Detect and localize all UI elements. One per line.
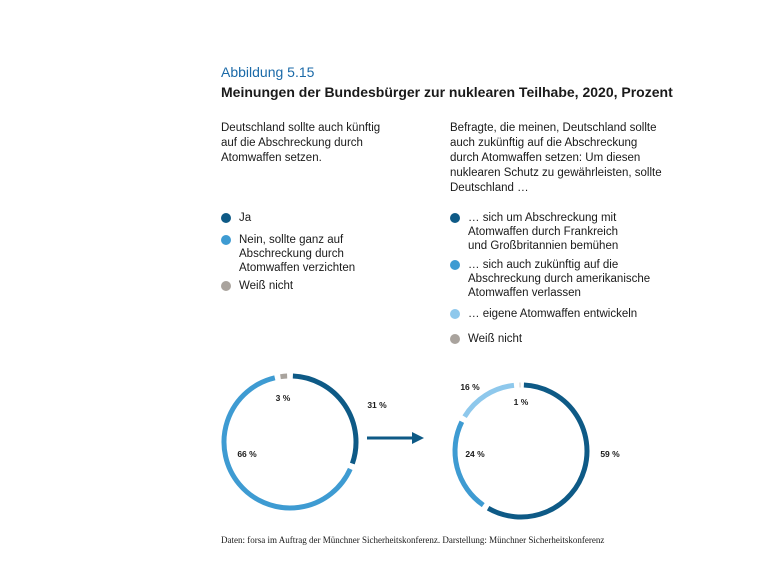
- legend-label: … eigene Atomwaffen entwickeln: [468, 308, 638, 320]
- legend-label: Weiß nicht: [239, 280, 294, 292]
- source-note: Daten: forsa im Auftrag der Münchner Sicherheitskonferenz. Darstellung: Münchner Sicherheitskonferenz: [221, 535, 605, 545]
- legend-label: Nein, sollte ganz auf Abschreckung durch Atomwaffen verzichten: [239, 234, 356, 274]
- donut-value-label: 59 %: [600, 449, 620, 459]
- donut-value-label: 66 %: [237, 449, 257, 459]
- right-intro-line: Befragte, die meinen, Deutschland sollte: [450, 122, 657, 134]
- legend-label: … sich auch zukünftig auf die Abschreckung durch amerikanische Atomwaffen verlassen: [468, 259, 651, 299]
- legend-label: Ja: [239, 212, 252, 224]
- right-intro-line: auch zukünftig auf die Abschreckung: [450, 137, 638, 149]
- left-intro-line: auf die Abschreckung durch: [221, 137, 363, 149]
- donut-chart-left: [224, 376, 387, 508]
- donut-value-label: 31 %: [367, 400, 387, 410]
- right-intro-line: durch Atomwaffen setzen: Um diesen: [450, 152, 641, 164]
- left-intro-line: Deutschland sollte auch künftig: [221, 122, 381, 134]
- donut-segment: [280, 376, 287, 377]
- left-intro-line: Atomwaffen setzen.: [221, 152, 322, 164]
- arrow-icon: [367, 432, 424, 444]
- donut-value-label: 16 %: [460, 382, 480, 392]
- donut-chart-right: [455, 382, 620, 517]
- donut-value-label: 3 %: [275, 393, 291, 403]
- figure-title: Meinungen der Bundesbürger zur nuklearen Teilhabe, 2020, Prozent: [221, 84, 673, 100]
- donut-value-label: 24 %: [465, 449, 485, 459]
- right-intro-line: nuklearen Schutz zu gewährleisten, sollte: [450, 167, 662, 179]
- donut-segment: [293, 376, 356, 464]
- legend-label: … sich um Abschreckung mit Atomwaffen durch Frankreich und Großbritannien bemühen: [468, 212, 619, 252]
- figure-label: Abbildung 5.15: [221, 64, 315, 80]
- right-intro-line: Deutschland …: [450, 182, 529, 194]
- legend-label: Weiß nicht: [468, 333, 523, 345]
- donut-segment: [488, 385, 587, 517]
- donut-value-label: 1 %: [513, 397, 529, 407]
- donut-segment: [455, 422, 483, 505]
